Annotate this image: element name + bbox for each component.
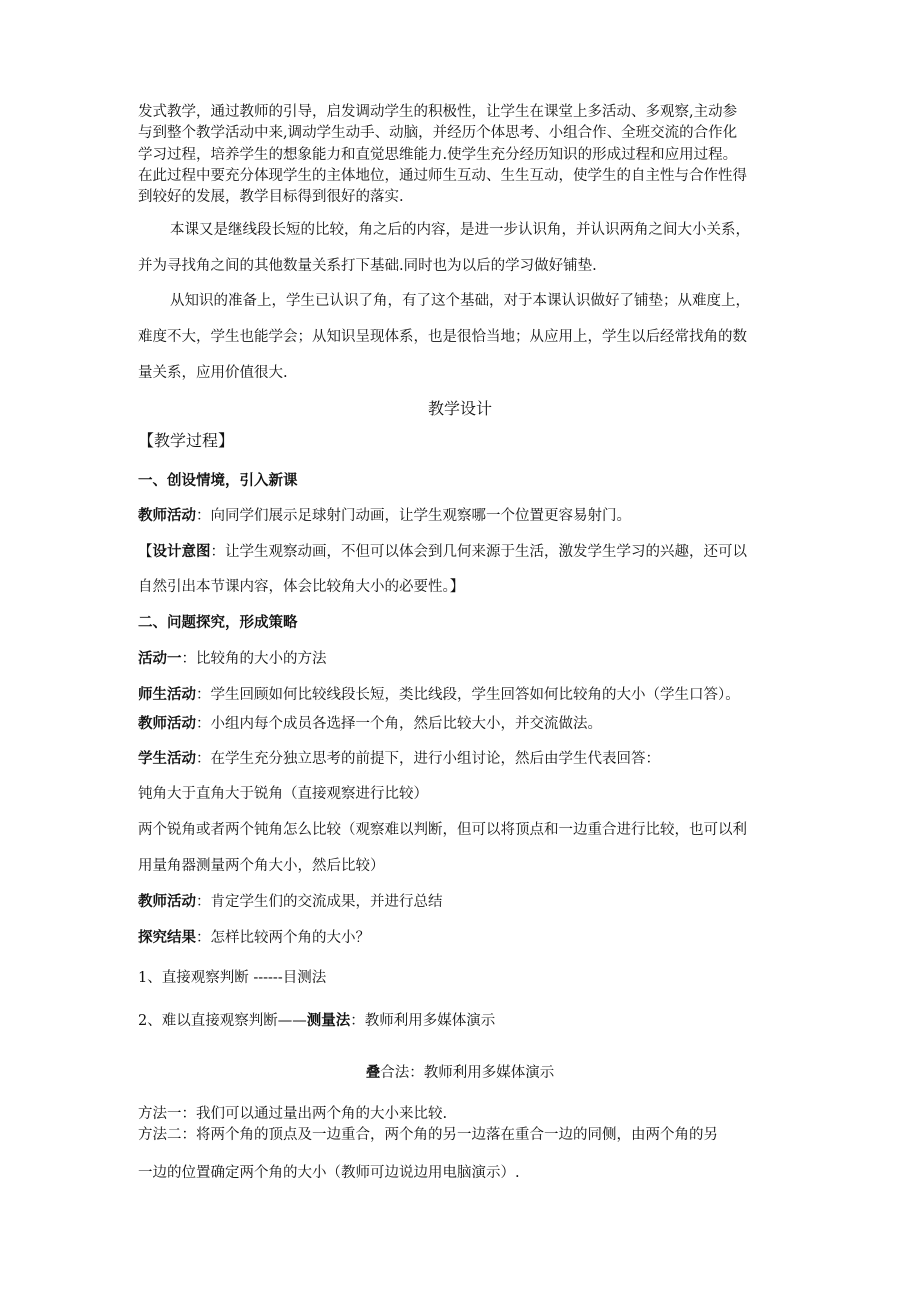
teacher-student-activity-label: 师生活动 <box>138 686 196 703</box>
design-intent-text: ：让学生观察动画，不但可以体会到几何来源于生活，激发学生学习的兴趣，还可以 <box>210 544 747 560</box>
two-angles-line1: 两个锐角或者两个钝角怎么比较（观察难以判断，但可以将顶点和一边重合进行比较，也可以利 <box>138 822 747 838</box>
student-activity-label: 学生活动 <box>138 750 196 767</box>
intro-p1-line3: 学习过程，培养学生的想象能力和直觉思维能力.使学生充分经历知识的形成过程和应用过程。 <box>138 147 738 163</box>
teacher-activity-2 <box>138 714 798 734</box>
teacher-activity-3-label: 教师活动 <box>138 893 196 910</box>
method-2-bold: 测量法 <box>306 1012 351 1029</box>
intro-p1-line5: 到较好的发展，教学目标得到很好的落实. <box>138 189 404 205</box>
section-2-heading: 二、问题探究，形成策略 <box>138 614 298 631</box>
activity-one-label: 活动一 <box>138 650 182 667</box>
exploration-result <box>138 928 798 948</box>
teacher-student-activity-text: ：学生回顾如何比较线段长短，类比线段，学生回答如何比较角的大小（学生口答）。 <box>196 687 740 703</box>
intro-p3-line3: 量关系，应用价值很大. <box>138 365 288 381</box>
student-activity <box>138 749 798 769</box>
overlap-method-text: 合法：教师利用多媒体演示 <box>380 1065 555 1081</box>
student-activity-text: ：在学生充分独立思考的前提下，进行小组讨论，然后由学生代表回答： <box>196 751 660 767</box>
teacher-activity-3-text: ：肯定学生们的交流成果，并进行总结 <box>196 894 443 910</box>
teacher-activity-3 <box>138 892 798 912</box>
teacher-activity-1-text: ：向同学们展示足球射门动画，让学生观察哪一个位置更容易射门。 <box>196 508 631 524</box>
intro-p1-line1: 发式教学，通过教师的引导，启发调动学生的积极性，让学生在课堂上多活动、多观察,主动参 <box>138 104 738 120</box>
exploration-result-text: ：怎样比较两个角的大小？ <box>196 930 370 946</box>
method-2-prefix: 2、难以直接观察判断—— <box>138 1013 307 1029</box>
design-intent-open: 【 <box>138 544 153 560</box>
process-heading: 【教学过程】 <box>138 431 235 450</box>
way-2: 方法二：将两个角的顶点及一边重合，两个角的另一边落在重合一边的同侧，由两个角的另 <box>138 1127 718 1143</box>
obtuse-comparison: 钝角大于直角大于锐角（直接观察进行比较） <box>138 786 428 802</box>
intro-p2-line2: 并为寻找角之间的其他数量关系打下基础.同时也为以后的学习做好铺垫. <box>138 258 597 274</box>
way-3: 一边的位置确定两个角的大小（教师可边说边用电脑演示）. <box>138 1165 520 1181</box>
teacher-activity-2-label: 教师活动 <box>138 715 196 732</box>
design-intent-label: 设计意图 <box>152 543 211 560</box>
method-2-suffix: ：教师利用多媒体演示 <box>350 1013 496 1029</box>
teacher-student-activity <box>138 685 798 705</box>
teacher-activity-1-label: 教师活动 <box>138 507 196 524</box>
design-intent-line2: 自然引出本节课内容，体会比较角大小的必要性。】 <box>138 579 465 595</box>
activity-one-text: ：比较角的大小的方法 <box>181 651 327 667</box>
intro-p3-line2: 难度不大，学生也能学会；从知识呈现体系，也是很恰当地；从应用上，学生以后经常找角的数 <box>138 329 747 345</box>
intro-p3-line1: 从知识的准备上，学生已认识了角，有了这个基础，对于本课认识做好了铺垫；从难度上， <box>170 293 750 309</box>
design-intent <box>138 542 798 562</box>
intro-p1-line4: 在此过程中要充分体现学生的主体地位，通过师生互动、生生互动，使学生的自主性与合作性得 <box>138 168 747 184</box>
method-2 <box>138 1011 798 1031</box>
overlap-method <box>0 1063 920 1083</box>
activity-one <box>138 649 798 669</box>
teacher-activity-1 <box>138 506 798 526</box>
intro-p2-line1: 本课又是继线段长短的比较，角之后的内容，是进一步认识角，并认识两角之间大小关系， <box>170 222 750 238</box>
intro-p1-line2: 与到整个教学活动中来,调动学生动手、动脑，并经历个体思考、小组合作、全班交流的合作化 <box>138 125 738 141</box>
way-1: 方法一：我们可以通过量出两个角的大小来比较. <box>138 1106 448 1122</box>
method-1: 1、直接观察判断 ------目测法 <box>138 970 327 986</box>
overlap-method-bold: 叠 <box>365 1064 381 1081</box>
section-1-heading: 一、创设情境，引入新课 <box>138 472 298 489</box>
design-title: 教学设计 <box>427 399 492 418</box>
exploration-result-label: 探究结果 <box>138 929 196 946</box>
two-angles-line2: 用量角器测量两个角大小，然后比较） <box>138 858 385 874</box>
teacher-activity-2-text: ：小组内每个成员各选择一个角，然后比较大小，并交流做法。 <box>196 716 602 732</box>
